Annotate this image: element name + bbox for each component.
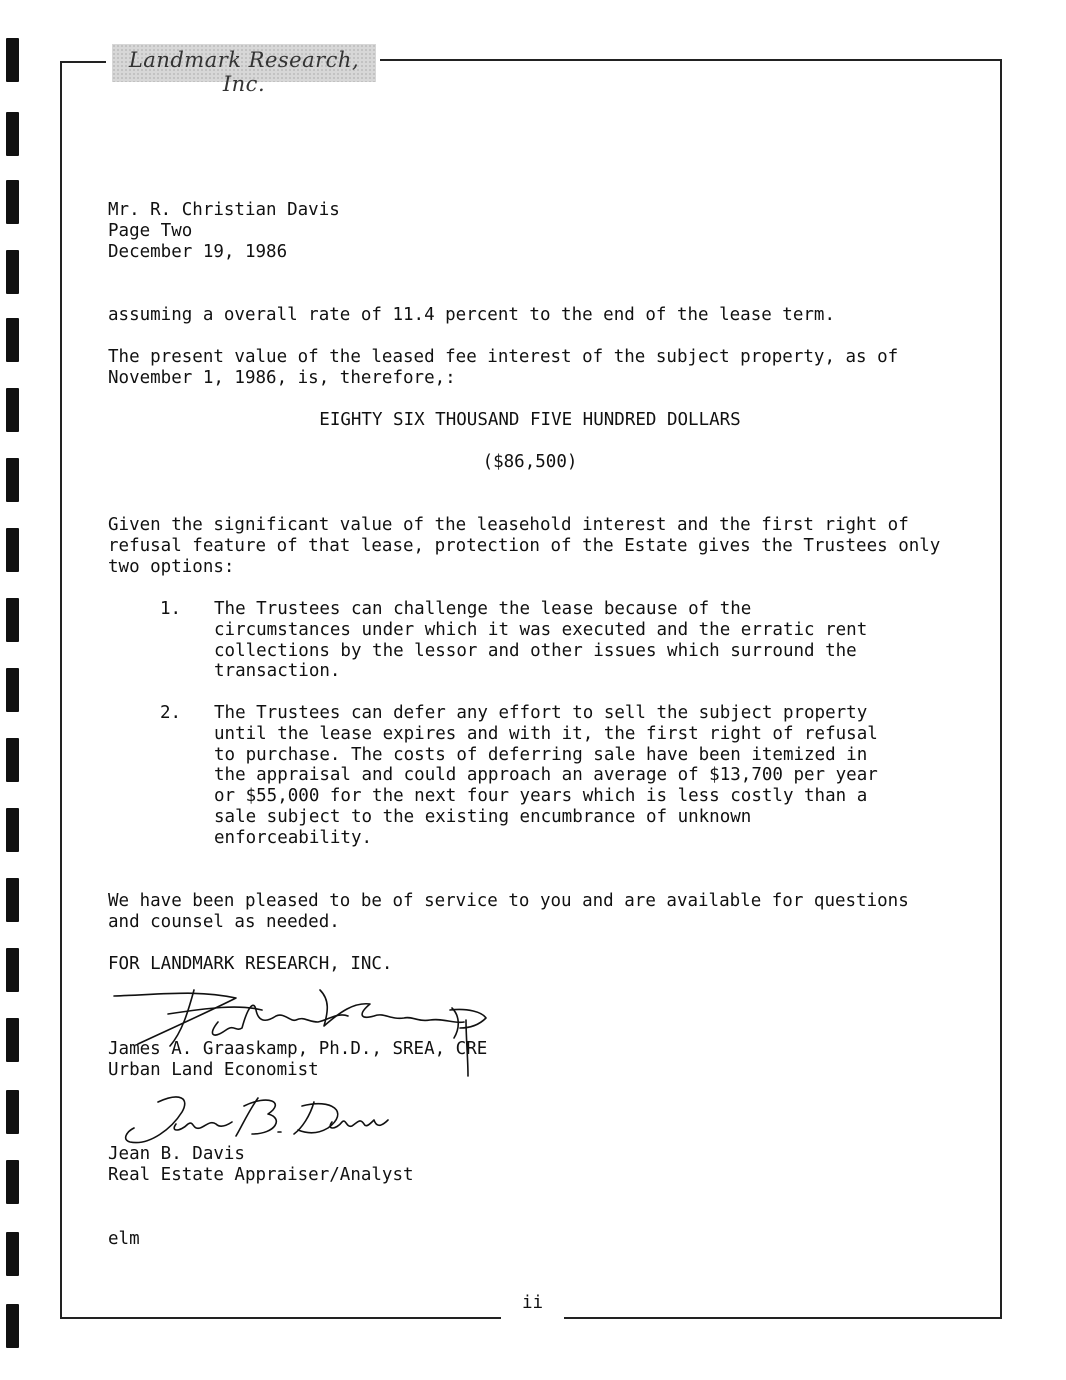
option-line: collections by the lessor and other issues which surround the — [214, 640, 857, 661]
signatory-name: Jean B. Davis — [108, 1144, 245, 1164]
binder-hole — [6, 668, 19, 712]
binder-hole — [6, 458, 19, 502]
binder-hole — [6, 1090, 19, 1134]
binder-hole — [6, 878, 19, 922]
firm-signature-heading: FOR LANDMARK RESEARCH, INC. — [108, 954, 393, 974]
closing-line: We have been pleased to be of service to you and are available for questions — [108, 891, 909, 911]
option-line: sale subject to the existing encumbrance of unknown — [214, 806, 752, 827]
signatory-title: Urban Land Economist — [108, 1060, 319, 1080]
option-number: 2. — [160, 703, 182, 723]
letter-date: December 19, 1986 — [108, 242, 288, 262]
frame-border-top-right — [380, 59, 1001, 61]
body-paragraph-options-line: refusal feature of that lease, protection of the Estate gives the Trustees only — [108, 536, 941, 556]
typist-initials: elm — [108, 1229, 140, 1249]
frame-border-left — [60, 61, 62, 1318]
binder-hole — [6, 1160, 19, 1204]
value-amount: ($86,500) — [482, 452, 578, 472]
body-paragraph-options-line: Given the significant value of the leasehold interest and the first right of — [108, 515, 909, 535]
option-line: or $55,000 for the next four years which is less costly than a — [214, 786, 868, 807]
signatory-title: Real Estate Appraiser/Analyst — [108, 1165, 414, 1185]
option-line: the appraisal and could approach an average of $13,700 per year — [214, 765, 878, 786]
option-item — [214, 703, 914, 849]
recipient-name: Mr. R. Christian Davis — [108, 200, 340, 220]
body-paragraph-value-line: November 1, 1986, is, therefore,: — [108, 368, 456, 388]
binder-hole — [6, 598, 19, 642]
binder-hole — [6, 1232, 19, 1276]
letterhead-logo — [112, 44, 376, 96]
option-line: to purchase. The costs of deferring sale have been itemized in — [214, 744, 868, 765]
signatory-name: James A. Graaskamp, Ph.D., SREA, CRE — [108, 1039, 488, 1059]
option-line: until the lease expires and with it, the first right of refusal — [214, 723, 878, 744]
binder-hole — [6, 112, 19, 156]
binder-hole — [6, 1304, 19, 1348]
option-item — [214, 599, 914, 682]
body-line-rate: assuming a overall rate of 11.4 percent to the end of the lease term. — [108, 305, 835, 325]
value-in-words: EIGHTY SIX THOUSAND FIVE HUNDRED DOLLARS — [319, 410, 741, 430]
frame-border-right — [1000, 59, 1002, 1318]
option-line: transaction. — [214, 661, 341, 682]
binder-hole — [6, 528, 19, 572]
binder-hole — [6, 180, 19, 224]
page-label: Page Two — [108, 221, 193, 241]
binder-hole — [6, 1018, 19, 1062]
closing-line: and counsel as needed. — [108, 912, 340, 932]
option-line: The Trustees can challenge the lease because of the — [214, 599, 752, 619]
binder-hole — [6, 38, 19, 82]
body-paragraph-options-line: two options: — [108, 557, 235, 577]
option-line: The Trustees can defer any effort to sell the subject property — [214, 703, 868, 723]
binder-hole — [6, 250, 19, 294]
option-number: 1. — [160, 599, 182, 619]
binder-hole — [6, 808, 19, 852]
option-line: enforceability. — [214, 827, 373, 848]
binder-hole — [6, 388, 19, 432]
frame-border-top-left — [60, 61, 106, 63]
letterhead-company: Landmark Research, Inc. — [128, 48, 360, 96]
frame-border-bottom-left — [60, 1317, 501, 1319]
option-line: circumstances under which it was executed and the erratic rent — [214, 619, 868, 640]
body-paragraph-value-line: The present value of the leased fee interest of the subject property, as of — [108, 347, 899, 367]
frame-border-bottom-right — [564, 1317, 1002, 1319]
binder-hole — [6, 318, 19, 362]
binder-hole — [6, 738, 19, 782]
binder-hole — [6, 948, 19, 992]
binder-holes — [6, 0, 20, 1380]
page-number: ii — [521, 1293, 544, 1313]
